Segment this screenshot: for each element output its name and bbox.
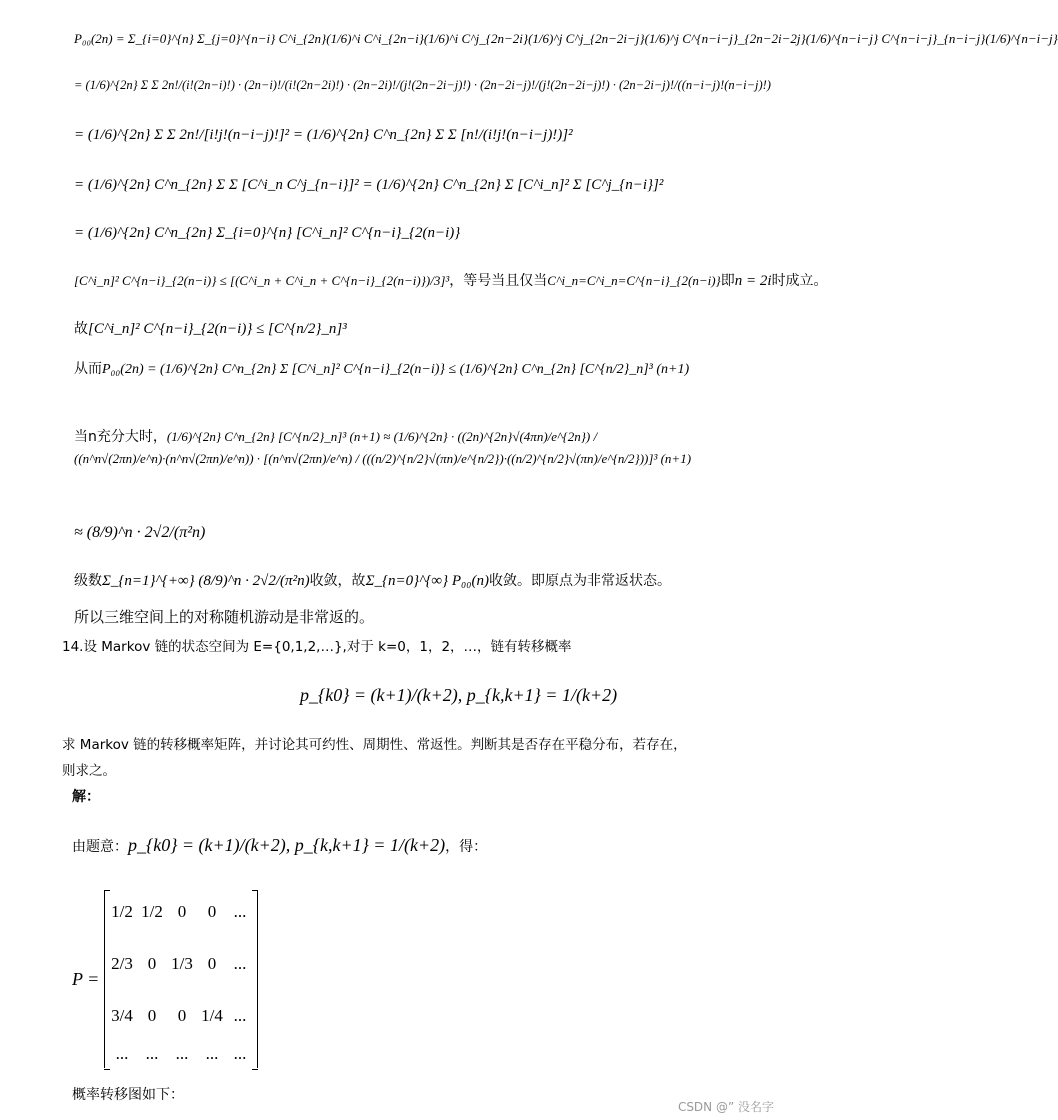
prefix-text: 当n充分大时，: [74, 429, 167, 445]
matrix-cell-value: ...: [205, 1044, 219, 1063]
derivation-line-7: [74, 320, 347, 338]
middle-text: 收敛，故: [309, 573, 366, 589]
matrix-cell: [137, 1044, 167, 1064]
matrix-cell-value: 1/4: [201, 1006, 223, 1025]
inequality: [C^i_n]² C^{n−i}_{2(n−i)} ≤ [C^{n/2}_n]³: [88, 321, 347, 337]
solution-label-text: 解：: [72, 789, 100, 805]
transition-matrix: [104, 890, 258, 1068]
matrix-cell: [225, 1044, 255, 1064]
derivation-line-4: [74, 176, 663, 194]
equation-text: = (1/6)^{2n} Σ Σ 2n!/[i!j!(n−i−j)!]² = (1/6)^{2n} C^n_{2n} Σ Σ [n!/(i!j!(n−i−j)!)]²: [74, 127, 573, 143]
matrix-cell-value: 0: [147, 954, 157, 973]
prefix-text: 故: [74, 321, 88, 337]
matrix-cell-value: 0: [207, 902, 217, 921]
matrix-cell: [137, 902, 167, 922]
equation-text: = (1/6)^{2n} C^n_{2n} Σ_{i=0}^{n} [C^i_n]² C^{n−i}_{2(n−i)}: [74, 225, 461, 241]
matrix-cell-value: 0: [177, 902, 187, 921]
watermark: [678, 1098, 774, 1115]
inequality: [C^i_n]² C^{n−i}_{2(n−i)} ≤ [(C^i_n + C^i_n + C^{n−i}_{2(n−i)})/3]³: [74, 273, 450, 288]
derivation-line-1: [74, 30, 1058, 48]
matrix-cell: [167, 954, 197, 974]
problem-formula: [300, 686, 617, 706]
diagram-caption: [72, 1086, 184, 1104]
derivation-line-10: [74, 524, 205, 542]
condition-equation: C^i_n=C^i_n=C^{n−i}_{2(n−i)}: [547, 273, 721, 288]
inequality: P₀₀(2n) = (1/6)^{2n} C^n_{2n} Σ [C^i_n]² C^{n−i}_{2(n−i)} ≤ (1/6)^{2n} C^n_{2n} [C^{n/2}_n]³ (n+1): [102, 362, 690, 377]
matrix-cell: [197, 954, 227, 974]
matrix-cell: [137, 1006, 167, 1026]
matrix-label-text: P =: [72, 969, 100, 989]
stirling-approximation: (1/6)^{2n} C^n_{2n} [C^{n/2}_n]³ (n+1) ≈ (1/6)^{2n} · ((2n)^{2n}√(4πn)/e^{2n}) / ((n^n√(2πn)/e^n)·(n^n√(2πn)/e^n)) · [(n^n√(2πn)/e^n) / (((n/2)^{n/2}√(πn)/e^{n/2})·((n/2)^{n/2}√(πn)/e^{n/2}))]³ (n+1): [74, 429, 692, 466]
derivation-line-9: [74, 426, 714, 470]
condition-text: ，等号当且仅当: [449, 273, 548, 289]
matrix-cell: [167, 1044, 197, 1064]
matrix-cell-value: 1/2: [141, 902, 163, 921]
derivation-line-3: [74, 126, 573, 144]
matrix-cell: [107, 1044, 137, 1064]
matrix-cell-value: 1/3: [171, 954, 193, 973]
matrix-cell-value: ...: [115, 1044, 129, 1063]
prefix-text: 从而: [74, 361, 102, 377]
derivation-line-8: [74, 360, 689, 379]
matrix-cell: [107, 902, 137, 922]
matrix-cell: [197, 902, 227, 922]
given-prefix: 由题意：: [72, 839, 128, 855]
derivation-line-5: [74, 224, 460, 242]
question-text: 求 Markov 链的转移概率矩阵，并讨论其可约性、周期性、常返性。判断其是否存在平稳分布，若存在，: [62, 737, 687, 753]
matrix-cell: [197, 1006, 227, 1026]
conclusion-text: 所以三维空间上的对称随机游动是非常返的。: [74, 608, 375, 626]
problem-question-line-2: [62, 762, 116, 780]
given-suffix: ，得：: [445, 839, 488, 855]
matrix-cell: [197, 1044, 227, 1064]
condition-text-2: 即: [720, 273, 735, 289]
series-expression: Σ_{n=1}^{+∞} (8/9)^n · 2√2/(π²n): [102, 573, 310, 589]
matrix-cell: [225, 954, 255, 974]
matrix-cell-value: ...: [175, 1044, 189, 1063]
matrix-cell: [225, 902, 255, 922]
solution-label: [72, 788, 100, 806]
derivation-line-6: [74, 272, 828, 290]
question-text: 则求之。: [62, 763, 116, 779]
caption-text: 概率转移图如下：: [72, 1087, 184, 1103]
matrix-cell-value: 1/2: [111, 902, 133, 921]
matrix-cell-value: 0: [207, 954, 217, 973]
solution-given: [72, 836, 487, 856]
matrix-cell-value: ...: [233, 1006, 247, 1025]
matrix-label: [72, 970, 99, 988]
matrix-cell-value: 0: [177, 1006, 187, 1025]
derivation-conclusion: [74, 608, 374, 626]
matrix-cell-value: ...: [233, 1044, 247, 1063]
problem-statement: [62, 638, 572, 656]
matrix-cell: [167, 1006, 197, 1026]
suffix-text: 收敛。即原点为非常返状态。: [488, 573, 671, 589]
matrix-cell-value: ...: [145, 1044, 159, 1063]
problem-text: 14.设 Markov 链的状态空间为 E={0,1,2,…},对于 k=0，1，2，…，链有转移概率: [62, 639, 572, 655]
given-formula: p_{k0} = (k+1)/(k+2), p_{k,k+1} = 1/(k+2): [128, 835, 446, 855]
matrix-cell-value: 3/4: [111, 1006, 133, 1025]
problem-question-line-1: [62, 736, 687, 754]
matrix-cell-value: ...: [233, 902, 247, 921]
matrix-cell: [167, 902, 197, 922]
matrix-cell: [137, 954, 167, 974]
equation-text: = (1/6)^{2n} C^n_{2n} Σ Σ [C^i_n C^j_{n−i}]² = (1/6)^{2n} C^n_{2n} Σ [C^i_n]² Σ [C^j_{n−i}]²: [74, 177, 664, 193]
equation-text: ≈ (8/9)^n · 2√2/(π²n): [74, 524, 206, 541]
series-expression-2: Σ_{n=0}^{∞} P₀₀(n): [365, 573, 489, 589]
derivation-line-11: [74, 572, 671, 590]
equation-text: P₀₀(2n) = Σ_{i=0}^{n} Σ_{j=0}^{n−i} C^i_{2n}(1/6)^i C^i_{2n−i}(1/6)^i C^j_{2n−2i}(1/6)^j C^j_{2n−2i−j}(1/6)^j C^{n−i−j}_{2n−2i−2j}(1/6)^{n−i−j} C^{n−i−j}_{n−i−j}(1/6)^{n−i−j}: [74, 31, 1058, 46]
condition-equation-2: n = 2i: [734, 273, 772, 289]
matrix-cell: [225, 1006, 255, 1026]
matrix-cell: [107, 954, 137, 974]
equation-text: = (1/6)^{2n} Σ Σ 2n!/(i!(2n−i)!) · (2n−i)!/(i!(2n−2i)!) · (2n−2i)!/(j!(2n−2i−j)!) · (2n−2i−j)!/(j!(2n−2i−j)!) · (2n−2i−j)!/((n−i−j)!(n−i−j)!): [74, 78, 771, 92]
watermark-text: CSDN @” 没名字: [677, 1100, 774, 1114]
transition-probabilities: p_{k0} = (k+1)/(k+2), p_{k,k+1} = 1/(k+2): [300, 685, 618, 705]
matrix-cell-value: 2/3: [111, 954, 133, 973]
condition-text-3: 时成立。: [771, 273, 828, 289]
derivation-line-2: [74, 76, 771, 94]
matrix-cell-value: 0: [147, 1006, 157, 1025]
matrix-cell-value: ...: [233, 954, 247, 973]
matrix-cell: [107, 1006, 137, 1026]
prefix-text: 级数: [74, 573, 102, 589]
